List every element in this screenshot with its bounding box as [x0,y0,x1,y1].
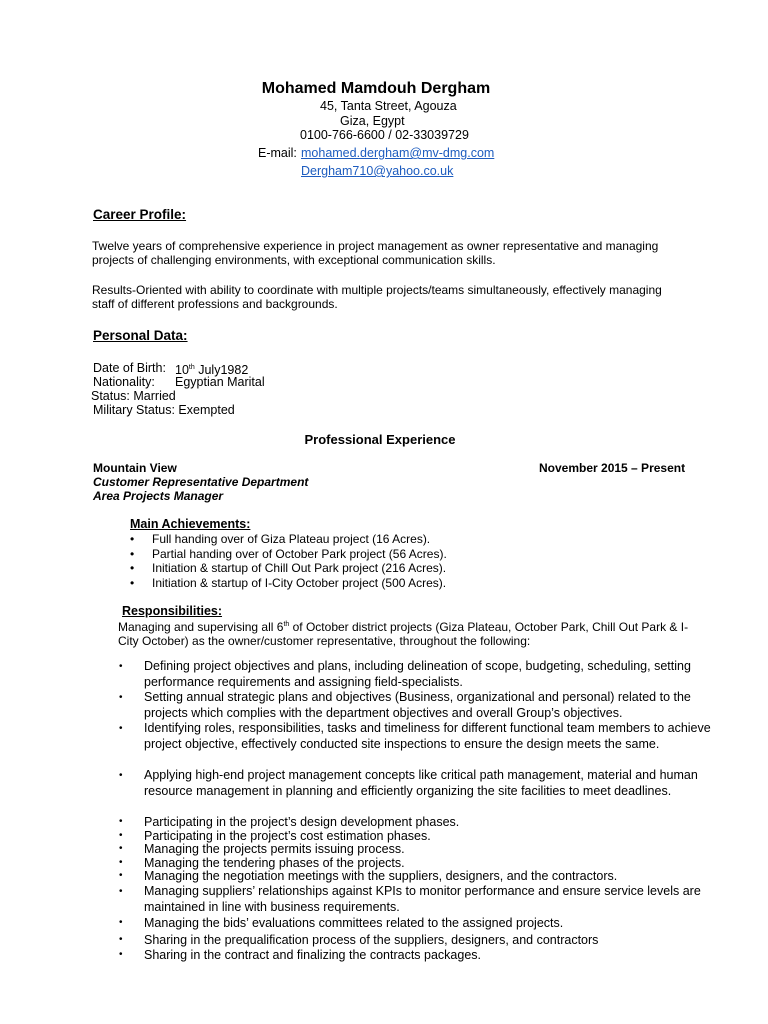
job-title: Area Projects Manager [93,489,224,503]
nationality-label: Nationality: [93,375,155,389]
dob-day: 10 [175,363,189,378]
bullet-icon: • [119,830,123,841]
bullet-icon: • [119,843,123,854]
bullet-icon: • [130,546,135,561]
bullet-icon: • [119,770,123,781]
bullet-icon: • [119,934,123,945]
responsibility-text: Defining project objectives and plans, including delineation of scope, budgeting, scheduling, setting performance requirements and assigning field-specialists. [144,659,691,689]
list-item [119,916,563,930]
resp-intro-end: of October district projects (Giza Plateau, October Park, Chill Out Park & I-City October) as the owner/customer representative, throughout the following: [118,620,689,649]
responsibilities-heading: Responsibilities: [122,604,223,618]
list-item [119,659,704,690]
career-paragraph-2: Results-Oriented with ability to coordinate with multiple projects/teams simultaneously, effectively managing staff of different professions and backgrounds. [92,283,662,311]
email-label: E-mail: [258,146,297,160]
dob-month-year: July1982 [198,363,249,378]
list-item [130,561,447,576]
bullet-icon: • [119,870,123,881]
achievement-text: Initiation & startup of I-City October project (500 Acres). [152,575,447,590]
list-item [119,815,459,829]
responsibility-text: Setting annual strategic plans and objectives (Business, organizational and personal) related to the projects which complies with the department objectives and overall Group’s objectives. [144,690,691,720]
bullet-icon: • [119,917,123,928]
main-achievements-heading: Main Achievements: [130,517,251,531]
company-name: Mountain View [93,461,177,475]
bullet-icon: • [119,857,123,868]
marital-status: Status: Married [91,389,176,403]
candidate-name: Mohamed Mamdouh Dergham [261,80,491,97]
bullet-icon: • [130,561,135,576]
responsibility-text: Participating in the project’s design development phases. [144,815,460,829]
responsibility-text: Managing the tendering phases of the projects. [144,856,405,870]
responsibility-text: Managing suppliers’ relationships against KPIs to monitor performance and ensure service levels are maintained in line with business requirements. [144,884,701,914]
department-name: Customer Representative Department [93,475,309,489]
list-item [119,856,405,870]
personal-data-heading: Personal Data: [93,328,188,343]
responsibility-text: Sharing in the prequalification process of the suppliers, designers, and contractors [144,933,599,947]
dob-ordinal: th [188,364,195,371]
employment-period: November 2015 – Present [539,461,686,475]
list-item [119,842,405,856]
bullet-icon: • [119,886,123,897]
achievement-text: Partial handing over of October Park project (56 Acres). [152,546,447,561]
list-item [119,721,729,752]
email-link-secondary[interactable]: Dergham710@yahoo.co.uk [301,164,454,178]
nationality-value: Egyptian Marital [175,375,265,389]
responsibility-text: Applying high-end project management concepts like critical path management, material and human resource management in planning and efficiently organizing the site facilities to meet deadlines. [144,768,698,798]
list-item [119,948,481,962]
bullet-icon: • [119,949,123,960]
list-item [130,576,447,591]
list-item [119,690,729,721]
bullet-icon: • [119,692,123,703]
professional-experience-heading: Professional Experience [304,432,456,447]
bullet-icon: • [119,661,123,672]
list-item [119,829,431,843]
resp-intro-start: Managing and supervising all 6 [118,620,284,634]
bullet-icon: • [130,532,135,546]
list-item [119,869,617,883]
list-item [130,532,447,547]
career-profile-heading: Career Profile: [93,207,187,222]
address-line-2: Giza, Egypt [340,114,405,128]
bullet-icon: • [119,816,123,827]
bullet-icon: • [119,723,123,734]
list-item [119,884,704,915]
list-item [119,768,714,799]
responsibility-text: Sharing in the contract and finalizing the contracts packages. [144,948,482,962]
responsibilities-intro [118,618,698,648]
responsibility-text: Managing the negotiation meetings with the suppliers, designers, and the contractors. [144,869,618,883]
responsibility-text: Identifying roles, responsibilities, tasks and timeliness for different functional team members to achieve project objective, effectively conducted site inspections to ensure the design meets the same. [144,721,711,751]
military-status: Military Status: Exempted [93,403,235,417]
address-line-1: 45, Tanta Street, Agouza [320,99,457,113]
responsibility-text: Participating in the project’s cost estimation phases. [144,829,431,843]
dob-label: Date of Birth: [93,361,166,375]
resp-intro-ordinal: th [283,621,290,628]
list-item [119,933,598,947]
achievement-text: Full handing over of Giza Plateau project (16 Acres). [152,532,431,546]
career-paragraph-1: Twelve years of comprehensive experience in project management as owner representative and managing projects of challenging environments, with exceptional communication skills. [92,239,659,267]
responsibility-text: Managing the bids’ evaluations committees related to the assigned projects. [144,916,564,930]
responsibility-text: Managing the projects permits issuing process. [144,842,405,856]
phone-numbers: 0100-766-6600 / 02-33039729 [300,128,469,142]
email-link-primary[interactable]: mohamed.dergham@mv-dmg.com [301,146,495,160]
bullet-icon: • [130,575,135,590]
list-item [130,547,447,562]
achievement-text: Initiation & startup of Chill Out Park project (216 Acres). [152,561,447,576]
achievements-list [130,532,447,590]
